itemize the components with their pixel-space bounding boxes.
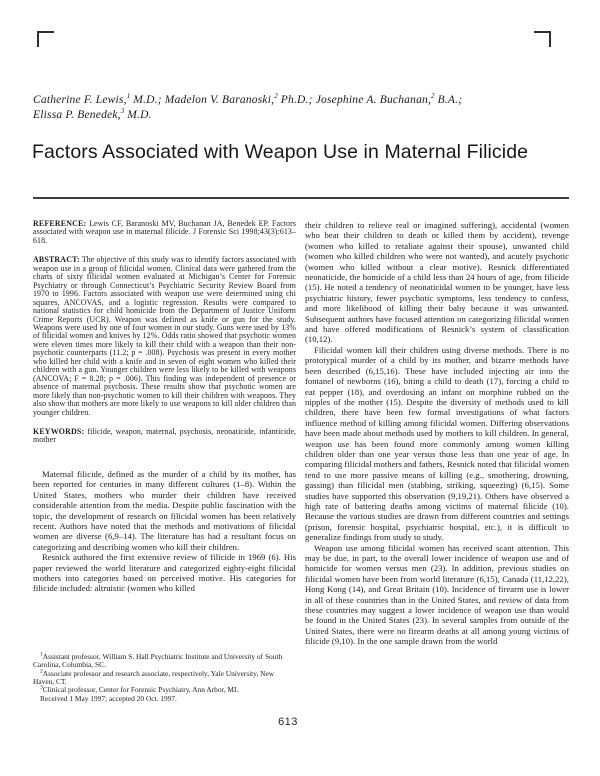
- footnote-marker: 2: [40, 668, 43, 675]
- authors-row-2: [33, 108, 543, 123]
- footnotes-block: [33, 653, 296, 703]
- authors-line: [33, 93, 543, 123]
- author-name: M.D.; Madelon V. Baranoski,: [130, 94, 275, 106]
- abstract-label: ABSTRACT:: [33, 255, 80, 265]
- keywords-section: [33, 428, 296, 445]
- footnote: [33, 670, 296, 687]
- reference-text: Lewis CF, Baranoski MV, Buchanan JA, Benedek EP. Factors associated with weapon use in maternal filicide. J Forensic Sci 1998;43(3):613–618.: [33, 219, 296, 245]
- body-paragraph: Resnick authored the first extensive review of filicide in 1969 (6). His paper reviewed the world literature and categorized eighty-eight filicidal mothers into categories based on perceived motive. His categories for filicide included: altruistic (women who killed: [33, 552, 296, 594]
- footnote-text: Assistant professor, William S. Hall Psychiatric Institute and University of South Carolina, Columbia, SC.: [33, 652, 283, 670]
- abstract-section: [33, 256, 296, 417]
- footnote-text: Associate professor and research associate, respectively, Yale University, New Haven, CT.: [33, 668, 275, 687]
- footnote-marker: 3: [40, 684, 43, 691]
- abstract-text: The objective of this study was to identify factors associated with weapon use in a group of filicidal women. Clinical data were gathered from the charts of sixty filicidal women evaluated at Michigan’s Center for Forensic Psychiatry or through Connecticut’s Psychiatric Security Review Board from 1970 to 1996. Factors associated with weapon use were determined using chi squares, ANCOVAS, and a logistic regression. Results were compared to national statistics for child homicide from the Department of Justice Uniform Crime Reports (UCR). Weapon was defined as knife or gun for the study. Weapons were used by one of four women in our study. Guns were used by 13% of filicidal women and knives by 12%. Odds ratio showed that psychotic women were eleven times more likely to kill their child with a weapon than their non-psychotic counterparts (11.2; p = .008). Psychosis was present in every mother who killed her child with a knife and in seven of eight women who killed their children with a gun. Younger children were less likely to be killed with weapons (ANCOVA; F = 8.28; p = .006). This finding was independent of presence or absence of maternal psychosis. These results show that psychotic women are more likely than non-psychotic women to kill their children with weapons. They also show that mothers are more likely to use weapons to kill older children than younger children.: [33, 255, 296, 417]
- footnote-text: Clinical professor, Center for Forensic Psychiatry, Ann Arbor, MI.: [42, 685, 239, 695]
- body-paragraph: Weapon use among filicidal women has received scant attention. This may be due, in part, to the overall lower incidence of weapon use and of homicide for women versus men (23). In addition, previous studies on filicidal women have been from world literature (6,15), Canada (11,12,22), Hong Kong (14), and Great Britain (10). Incidence of firearm use is lower in all of these countries than in the United States, and review of data from these countries may suggest a lower incidence of weapon use than would be found in the United States (23). In several samples from outside of the United States, there were no firearm deaths at all among young victims of filicide (9,10). In the one sample drawn from the world: [305, 542, 569, 647]
- crop-mark-top-left: [37, 31, 54, 47]
- paper-title: Factors Associated with Weapon Use in Maternal Filicide: [32, 141, 529, 163]
- crop-mark-top-right: [534, 31, 551, 47]
- footnote-marker: 1: [40, 651, 43, 658]
- body-paragraph: Filicidal women kill their children using diverse methods. There is no prototypical murder of a child by its mother, and bizarre methods have been described (6,15,16). These have included injecting air into the fontanel of newborns (16), biting a child to death (17), forcing a child to eat pepper (18), and overdosing an infant on morphine rubbed on the nipples of the mother (15). Despite the diversity of methods used to kill children, there have been few formal investigations of what factors influence method of killing among filicidal women. Differing observations have been made about methods used by mothers to kill children. In general, weapon use has been found more commonly among women killing children older than one year versus those less than one year of age. In comparing filicidal mothers and fathers, Resnick noted that filicidal women tend to use more passive means of killing (e.g., smothering, drowning, gassing) than filicidal men (stabbing, striking, squeezing) (6,15). Some studies have supported this observation (9,19,21). Others have observed a high rate of battering deaths among victims of maternal filicide (10). Because the various studies are drawn from different countries and settings (prison, forensic hospital, psychiatric hospital, etc.), it is difficult to generalize findings from study to study.: [305, 344, 569, 543]
- author-name: Catherine F. Lewis,: [33, 94, 127, 106]
- received-line: Received 1 May 1997; accepted 20 Oct. 1997.: [40, 693, 177, 703]
- author-name: Ph.D.; Josephine A. Buchanan,: [277, 94, 432, 106]
- footnote: [33, 653, 296, 670]
- author-affiliation-sup: 3: [120, 107, 125, 116]
- keywords-label: KEYWORDS:: [33, 426, 85, 436]
- author-name: M.D.: [124, 109, 152, 121]
- page-number: 613: [278, 716, 298, 728]
- author-name: B.A.;: [434, 94, 463, 106]
- author-name: Elissa P. Benedek,: [33, 109, 121, 121]
- reference-label: REFERENCE:: [33, 219, 87, 228]
- authors-row-1: [33, 93, 543, 108]
- title-divider: [33, 197, 569, 199]
- body-paragraph: their children to relieve real or imagined suffering), accidental (women who beat their children to death or killed them by accident), revenge (women who killed to retaliate against their spouse), unwanted child (women who killed children who were not wanted), and acutely psychotic (women who killed without a clear motive). Resnick differentiated neonaticide, the homicide of a child less than 24 hours of age, from filicide (15). He noted a tendency of neonaticidal women to be younger, have less psychiatric history, fewer psychotic symptoms, less tendency to confess, and more likelihood of killing their baby because it was unwanted. Subsequent authors have focused attention on categorizing filicidal women and have offered modifications of Resnick’s system of classification (10,12).: [305, 220, 569, 345]
- reference-section: [33, 220, 296, 245]
- author-affiliation-sup: 1: [126, 92, 131, 101]
- right-column: [305, 220, 569, 647]
- left-column: [33, 220, 296, 594]
- author-affiliation-sup: 2: [274, 92, 278, 101]
- keywords-text: filicide, weapon, maternal, psychosis, neonaticide, infanticide, mother: [33, 426, 296, 445]
- body-paragraph: Maternal filicide, defined as the murder of a child by its mother, has been reported for centuries in many different cultures (1–8). Within the United States, mothers who murder their children have received considerable attention from the media. Despite public fascination with the topic, the development of research on filicidal women has been relatively recent. Authors have noted that the methods and motivations of filicidal women are diverse (6,9–14). The literature has had a resultant focus on categorizing and describing women who kill their children.: [33, 468, 296, 552]
- author-affiliation-sup: 2: [431, 92, 435, 101]
